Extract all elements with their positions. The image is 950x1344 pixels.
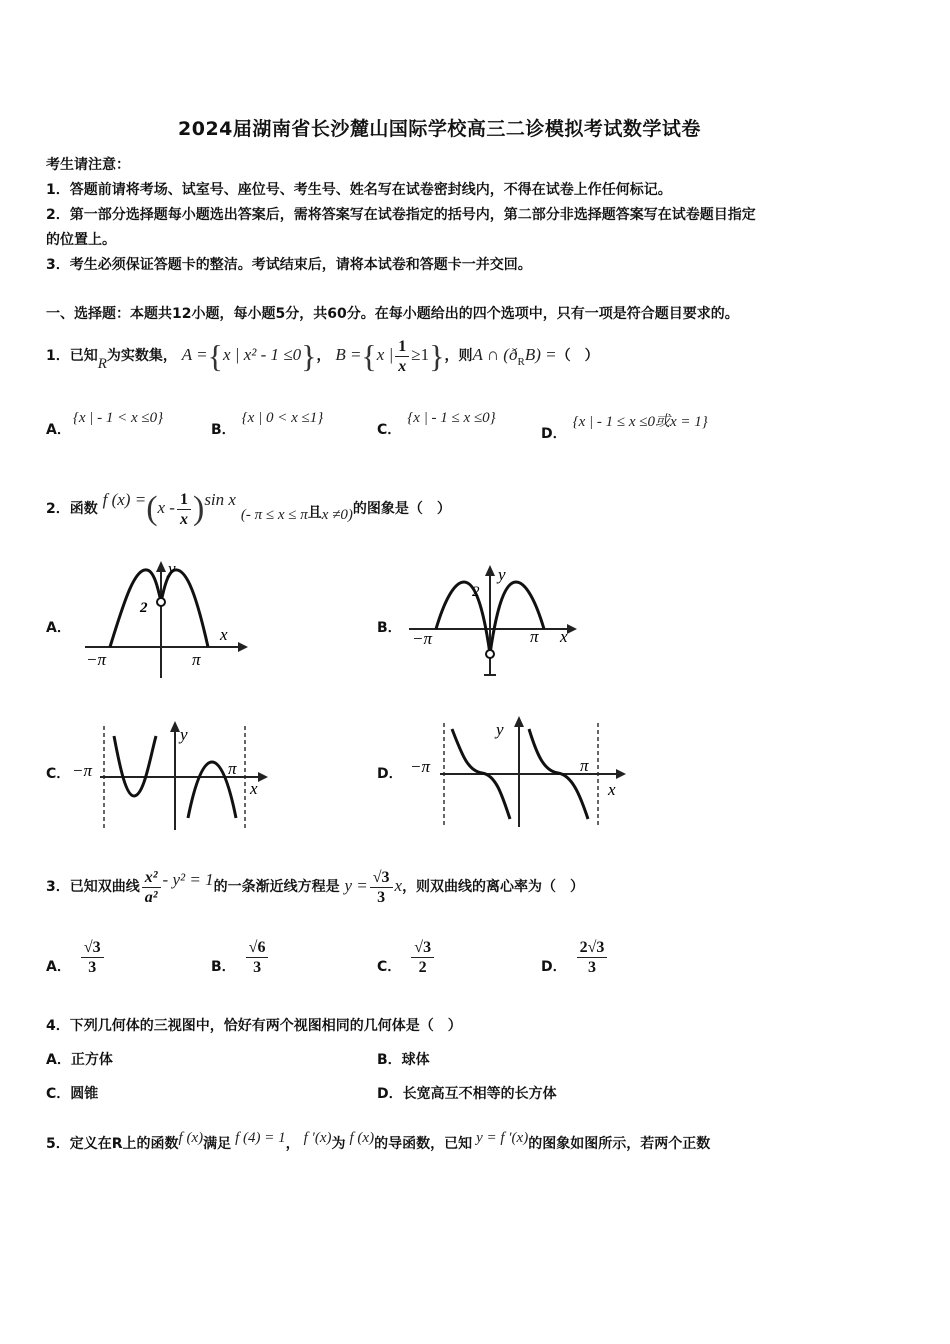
q3-mid: 的一条渐近线方程是 (213, 879, 340, 895)
q1-option-a[interactable]: A．{x | - 1 < x ≤0} (46, 410, 164, 438)
q1-B-fraction: $\frac{1}{x}$ (395, 337, 409, 376)
graph-b-label-neg-pi: −π (412, 629, 432, 648)
graph-d-x-arrow (616, 769, 626, 779)
q4-option-a[interactable]: A．正方体 (46, 1052, 113, 1068)
q3-asym-fraction: $\frac{√3}{3}$ (370, 868, 393, 907)
q3-number: 3．已知双曲线 (46, 879, 140, 895)
section-heading: 一、选择题：本题共12小题，每小题5分，共60分。在每小题给出的四个选项中，只有一项是符合题目要求的。 (46, 306, 739, 322)
graph-d-label-neg-pi: −π (410, 757, 430, 776)
q1-A-lhs: A = (181, 345, 208, 364)
graph-c (70, 718, 275, 833)
graph-c-label-neg-pi: −π (72, 761, 92, 780)
graph-b-label-y: y (498, 565, 506, 584)
question-5 (46, 1120, 710, 1156)
q1-tail-sub: R (517, 356, 525, 368)
q2-x-minus: x - (157, 498, 175, 517)
q3-eq-rest: - y² = 1 (162, 870, 214, 889)
q2-qie: 且 (307, 505, 322, 521)
q1-R: R (97, 356, 107, 372)
graph-a-label-pi: π (192, 650, 201, 669)
graph-c-curve-left (114, 736, 156, 796)
graph-a-hole (157, 598, 165, 606)
graph-a-label-2: 2 (140, 600, 148, 616)
graph-c-label-pi: π (228, 759, 237, 778)
question-1: 1．已知R为实数集， A ={x | x² - 1 ≤0}， B ={x | $\frac{1}{x}$ ≥1}，则A ∩ $(ð_RB)$ =（ ） (46, 337, 599, 375)
q3-option-d[interactable]: D． $\frac{2√3}{3}$ (541, 932, 609, 982)
q1-number: 1．已知 (46, 348, 98, 364)
q5-math-4: f (x) (349, 1130, 375, 1146)
q3-tail: ，则双曲线的离心率为（ ） (402, 879, 585, 895)
q5-part-4: 为 (331, 1136, 346, 1152)
q3-option-a[interactable]: A． $\frac{√3}{3}$ (46, 932, 106, 982)
graph-c-label-y: y (180, 725, 188, 744)
graph-c-label-x: x (250, 779, 258, 798)
q5-math-3: f ′(x) (303, 1130, 332, 1146)
q2-tail: 的图象是（ ） (352, 501, 451, 517)
question-3 (46, 852, 584, 908)
q3-asym-x: x (394, 876, 403, 895)
q2-sin: sin x (204, 490, 236, 509)
notice-item-3: 3．考生必须保证答题卡的整洁。考试结束后，请将本试卷和答题卡一并交回。 (46, 257, 532, 273)
graph-c-y-arrow (170, 721, 180, 732)
q1-tail-math: A ∩ (ð (472, 345, 518, 364)
q5-part-2: 满足 (203, 1136, 232, 1152)
graph-c-x-arrow (258, 772, 268, 782)
notice-item-2-cont: 的位置上。 (46, 232, 116, 248)
q2-option-b[interactable]: B． (377, 620, 402, 636)
q3-y-eq: y = (344, 876, 368, 895)
q1-B-right: ≥1 (411, 345, 430, 364)
graph-a-y-arrow (156, 561, 166, 572)
q5-part-6: 的图象如图所示，若两个正数 (528, 1136, 711, 1152)
page-title: 2024届湖南省长沙麓山国际学校高三二诊模拟考试数学试卷 (178, 118, 701, 140)
graph-d-y-arrow (514, 716, 524, 727)
q5-part-3: ， (285, 1136, 300, 1152)
graph-a-curve (110, 570, 208, 647)
q1-option-c[interactable]: C．{x | - 1 ≤ x ≤0} (377, 410, 496, 438)
q3-option-b[interactable]: B． $\frac{√6}{3}$ (211, 932, 270, 982)
graph-a-label-x: x (220, 625, 228, 644)
q5-math-5: y = f ′(x) (476, 1130, 529, 1146)
q4-option-c[interactable]: C．圆锥 (46, 1086, 99, 1102)
graph-d-label-y: y (496, 720, 504, 739)
q3-fraction: $\frac{\text{x²}}{\text{a²}}$ (142, 868, 161, 907)
graph-b (404, 562, 584, 682)
q2-fraction: $\frac{1}{x}$ (177, 490, 191, 529)
q5-part-5: 的导函数，已知 (374, 1136, 473, 1152)
question-2: 2．函数 f (x) =(x - $\frac{1}{x}$ )sin x (- π ≤ x ≤ π且x ≠0)的图象是（ ） (46, 490, 451, 528)
q1-B-left: x | (376, 345, 394, 364)
q2-domain-2: x ≠0) (321, 507, 353, 523)
graph-a (80, 558, 250, 683)
graph-a-label-neg-pi: −π (86, 650, 106, 669)
graph-b-label-pi: π (530, 627, 539, 646)
q5-part-1: 5．定义在R上的函数 (46, 1136, 179, 1152)
q2-option-a[interactable]: A． (46, 620, 71, 636)
graph-b-y-arrow (485, 565, 495, 576)
notice-heading: 考生请注意： (46, 157, 130, 173)
q4-option-b[interactable]: B．球体 (377, 1052, 430, 1068)
q1-B-lhs: B = (335, 345, 362, 364)
notice-item-2: 2．第一部分选择题每小题选出答案后，需将答案写在试卷指定的括号内，第二部分非选择题答案写在试卷题目指定 (46, 207, 756, 223)
graph-d (402, 715, 632, 830)
notice-item-1: 1．答题前请将考场、试室号、座位号、考生号、姓名写在试卷密封线内，不得在试卷上作任何标记。 (46, 182, 672, 198)
q5-math-1: f (x) (178, 1130, 204, 1146)
q3-option-c[interactable]: C． $\frac{√3}{2}$ (377, 932, 436, 982)
q1-A-set: x | x² - 1 ≤0 (222, 345, 302, 364)
graph-b-label-x: x (560, 627, 568, 646)
graph-b-x-arrow (567, 624, 577, 634)
graph-a-label-y: y (168, 559, 176, 578)
q1-mid: 为实数集， (106, 348, 177, 364)
q1-comma: ， (316, 348, 331, 364)
graph-b-label-2: 2 (472, 584, 480, 600)
q1-tail-pre: ，则 (444, 348, 473, 364)
q2-option-d[interactable]: D． (377, 766, 403, 782)
q5-math-2: f (4) = 1 (235, 1130, 286, 1146)
q2-option-c[interactable]: C． (46, 766, 71, 782)
graph-d-label-x: x (608, 780, 616, 799)
graph-d-label-pi: π (580, 756, 589, 775)
q1-tail-math2: B) = (524, 345, 557, 364)
graph-b-hole (486, 650, 494, 658)
q1-paren: （ ） (556, 348, 599, 364)
q1-option-d[interactable]: D．{x | - 1 ≤ x ≤0或x = 1} (541, 414, 708, 442)
q2-number: 2．函数 (46, 501, 98, 517)
graph-a-x-arrow (238, 642, 248, 652)
question-4: 4．下列几何体的三视图中，恰好有两个视图相同的几何体是（ ） (46, 1018, 462, 1034)
q2-domain: (- π ≤ x ≤ π (240, 507, 308, 523)
q2-f-lhs: f (x) = (102, 490, 147, 509)
q4-option-d[interactable]: D．长宽高互不相等的长方体 (377, 1086, 557, 1102)
q1-option-b[interactable]: B．{x | 0 < x ≤1} (211, 410, 324, 438)
